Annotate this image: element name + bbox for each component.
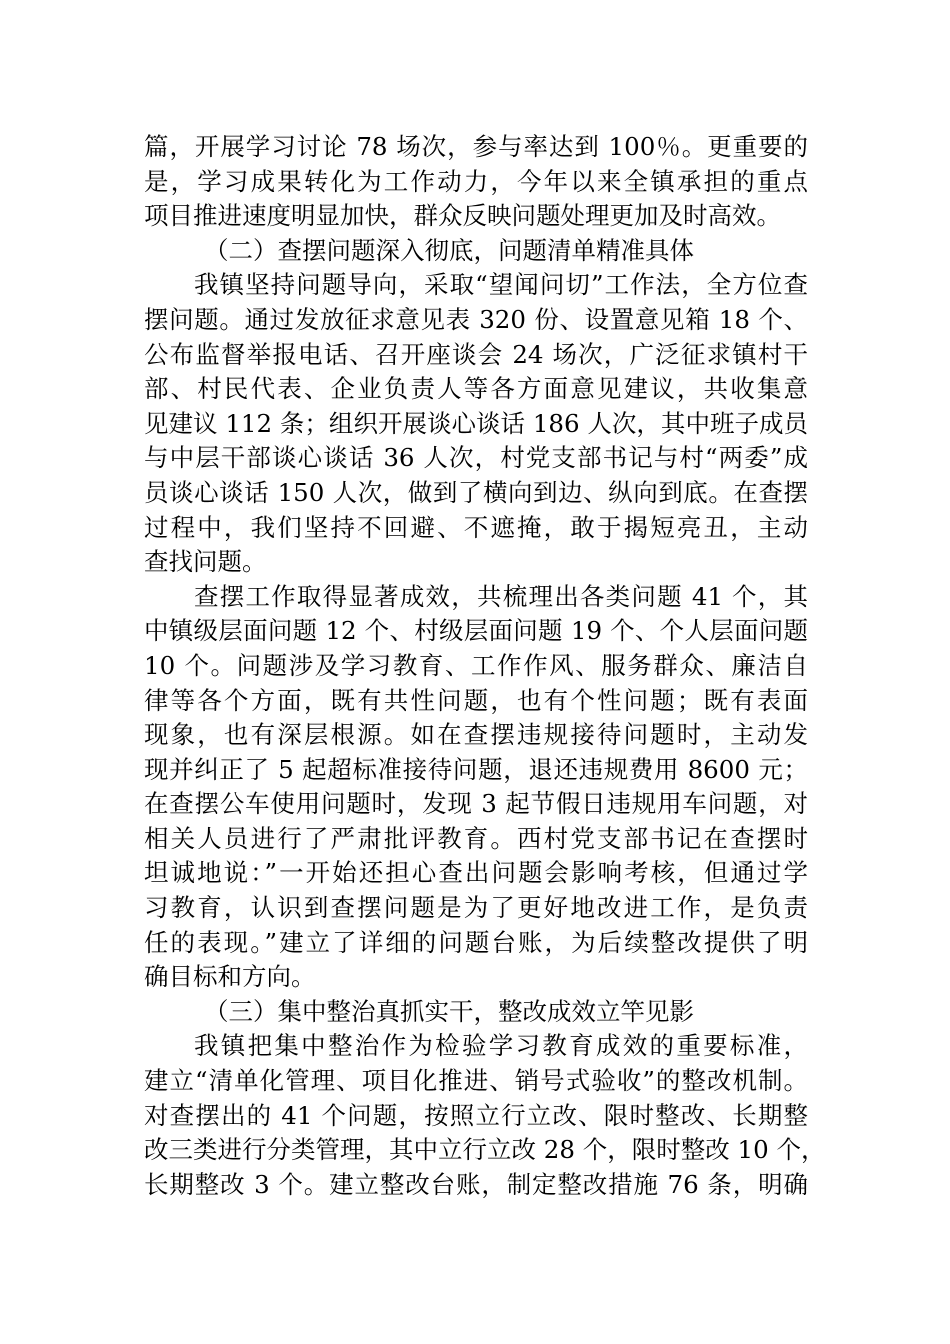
paragraph-line: 在查摆公车使用问题时，发现 3 起节假日违规用车问题，对 bbox=[144, 789, 808, 819]
paragraph-line: 查摆工作取得显著成效，共梳理出各类问题 41 个，其 bbox=[194, 581, 808, 611]
paragraph-line: 见建议 112 条；组织开展谈心谈话 186 人次，其中班子成员 bbox=[144, 408, 808, 438]
paragraph-line: 部、村民代表、企业负责人等各方面意见建议，共收集意 bbox=[144, 374, 808, 404]
paragraph-line: 改三类进行分类管理，其中立行立改 28 个，限时整改 10 个， bbox=[144, 1135, 826, 1165]
paragraph-line: 现并纠正了 5 起超标准接待问题，退还违规费用 8600 元； bbox=[144, 754, 808, 784]
paragraph-line: 相关人员进行了严肃批评教育。西村党支部书记在查摆时 bbox=[144, 823, 808, 853]
paragraph-line: 过程中，我们坚持不回避、不遮掩，敢于揭短亮丑，主动 bbox=[144, 512, 808, 542]
paragraph-line: 中镇级层面问题 12 个、村级层面问题 19 个、个人层面问题 bbox=[144, 616, 808, 646]
paragraph-line: 确目标和方向。 bbox=[144, 962, 316, 992]
paragraph-line: 我镇把集中整治作为检验学习教育成效的重要标准， bbox=[194, 1031, 808, 1061]
paragraph-line: 律等各个方面，既有共性问题，也有个性问题；既有表面 bbox=[144, 685, 808, 715]
paragraph-line: 10 个。问题涉及学习教育、工作作风、服务群众、廉洁自 bbox=[144, 650, 808, 680]
paragraph-line: 对查摆出的 41 个问题，按照立行立改、限时整改、长期整 bbox=[144, 1100, 808, 1130]
paragraph-line: 与中层干部谈心谈话 36 人次，村党支部书记与村“两委”成 bbox=[144, 443, 808, 473]
paragraph-line: 员谈心谈话 150 人次，做到了横向到边、纵向到底。在查摆 bbox=[144, 477, 808, 507]
paragraph-line: 项目推进速度明显加快，群众反映问题处理更加及时高效。 bbox=[144, 201, 781, 231]
document-body bbox=[144, 130, 826, 1202]
section-heading-3: （三）集中整治真抓实干，整改成效立竿见影 bbox=[204, 996, 694, 1026]
paragraph-line: 篇，开展学习讨论 78 场次，参与率达到 100％。更重要的 bbox=[144, 132, 808, 161]
paragraph-line: 习教育，认识到查摆问题是为了更好地改进工作，是负责 bbox=[144, 893, 808, 923]
paragraph-line: 现象，也有深层根源。如在查摆违规接待问题时，主动发 bbox=[144, 720, 808, 750]
paragraph-line: 我镇坚持问题导向，采取“望闻问切”工作法，全方位查 bbox=[194, 270, 808, 300]
paragraph-line: 查找问题。 bbox=[144, 547, 267, 577]
paragraph-line: 公布监督举报电话、召开座谈会 24 场次，广泛征求镇村干 bbox=[144, 339, 808, 369]
paragraph-line: 坦诚地说：”一开始还担心查出问题会影响考核，但通过学 bbox=[144, 858, 808, 888]
section-heading-2: （二）查摆问题深入彻底，问题清单精准具体 bbox=[204, 235, 694, 265]
paragraph-line: 摆问题。通过发放征求意见表 320 份、设置意见箱 18 个、 bbox=[144, 304, 808, 334]
paragraph-line: 建立“清单化管理、项目化推进、销号式验收”的整改机制。 bbox=[144, 1066, 808, 1096]
paragraph-line: 是，学习成果转化为工作动力，今年以来全镇承担的重点 bbox=[144, 166, 808, 196]
paragraph-line: 任的表现。”建立了详细的问题台账，为后续整改提供了明 bbox=[144, 927, 808, 957]
paragraph-line: 长期整改 3 个。建立整改台账，制定整改措施 76 条，明确 bbox=[144, 1169, 808, 1199]
